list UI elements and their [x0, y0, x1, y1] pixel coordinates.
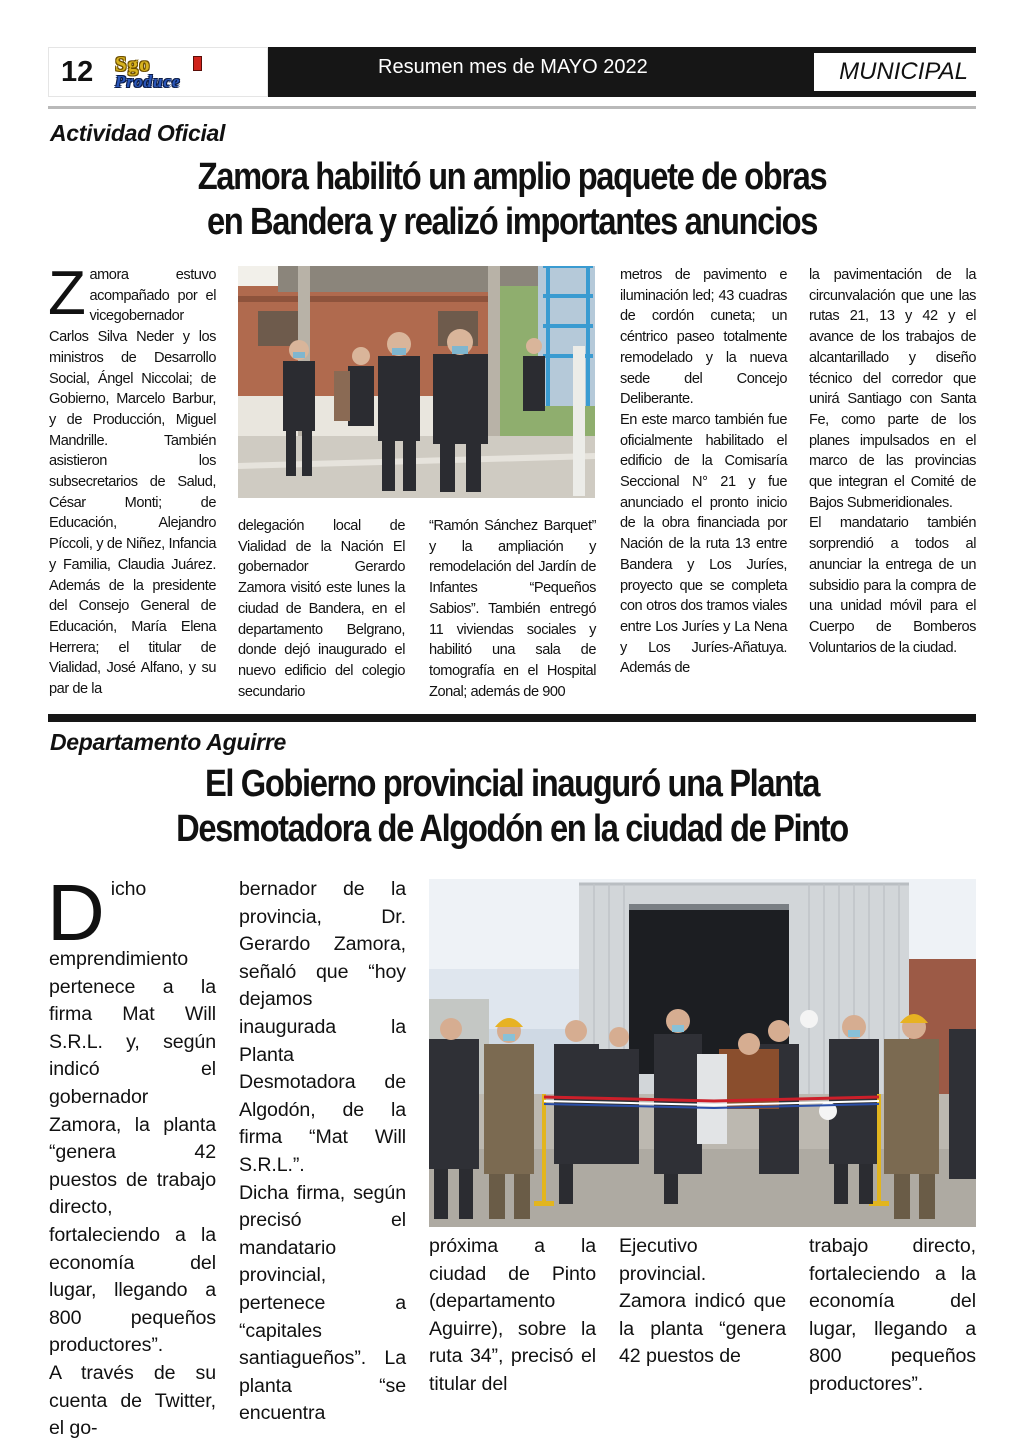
header-logo-box: [48, 47, 268, 97]
article2-photo-ribbon-cutting: [429, 879, 976, 1227]
article2-col1-text-a: icho emprendimiento pertenece a la firma Mat Will S.R.L. y, según indicó el gobernador Zamora, la planta “genera 42 puestos de trabajo directo, fortaleciendo a la economía del lugar, llegando a 800 pequeños productores”.: [49, 878, 216, 1357]
issue-title: Resumen mes de MAYO 2022: [378, 56, 648, 78]
article1-headline: [113, 155, 911, 245]
article1-col3: [429, 516, 596, 702]
article2-headline-line1: El Gobierno provincial inauguró una Planta: [204, 763, 820, 805]
article2-col5: [809, 1233, 976, 1399]
article2-col1-text-b: A través de su cuenta de Twitter, el go-: [49, 1361, 216, 1440]
article2-headline-line2: Desmotadora de Algodón en la ciudad de Pinto: [176, 808, 848, 850]
article2-col5-text: trabajo directo, fortaleciendo a la economía del lugar, llegando a 800 pequeños productores”.: [809, 1235, 976, 1395]
article2-col2: [239, 876, 406, 1428]
sgo-produce-logo: [113, 52, 261, 94]
article1-col4: [620, 265, 787, 679]
article1-headline-line1: Zamora habilitó un amplio paquete de obras: [197, 156, 827, 198]
article2-col4-text-b: Zamora indicó que la planta “genera 42 puestos de: [619, 1290, 786, 1368]
article1-col3-text: “Ramón Sánchez Barquet” y la ampliación y remodelación del Jardín de Infantes “Pequeños Sabios”. También entregó 11 viviendas sociales y habilitó una sala de tomografía en el Hospital Zonal; además de 900: [429, 518, 596, 700]
article2-col4: [619, 1233, 786, 1371]
article2-col4-text-a: Ejecutivo provincial.: [619, 1235, 707, 1285]
page-number: 12: [61, 56, 94, 88]
article1-col4-text-a: metros de pavimento e iluminación led; 43 cuadras de cordón cuneta; un céntrico paseo totalmente remodelado y la nueva sede del Concejo Deliberante.: [620, 267, 787, 408]
article2-col3-text: próxima a la ciudad de Pinto (departamento Aguirre), sobre la ruta 34”, precisó el titular del: [429, 1235, 596, 1395]
article1-headline-line2: en Bandera y realizó importantes anuncios: [206, 201, 818, 243]
article1-col5-text-b: El mandatario también sorprendió a todos al anunciar la entrega de un subsidio para la compra de una unidad móvil para el Cuerpo de Bomberos Voluntarios de la ciudad.: [809, 515, 976, 656]
article1-col5: [809, 265, 976, 658]
logo-bottom-text: Produce: [115, 72, 181, 91]
article1-col5-text-a: la pavimentación de la circunvalación que une las rutas 21, 13 y 42 y el avance de los trabajos de alcantarillado y diseño técnico del corredor que unirá Santiago con Santa Fe, como parte de los planes impulsados en el marco de las provincias que integran el Comité de Bajos Submeridionales.: [809, 267, 976, 511]
page-header: [48, 47, 976, 97]
article2-headline: [113, 762, 911, 852]
article1-col2-text: delegación local de Vialidad de la Nación El gobernador Gerardo Zamora visitó este lunes la ciudad de Bandera, en el departamento Belgrano, donde dejó inaugurado el nuevo edificio del colegio secundario: [238, 518, 405, 700]
ribbon-cutting-photo-illustration: [429, 879, 976, 1227]
section-label: MUNICIPAL: [814, 53, 976, 91]
article-divider: [48, 714, 976, 722]
article2-col3: [429, 1233, 596, 1399]
article1-drop-cap: Z: [48, 259, 86, 328]
article1-col4-text-b: En este marco también fue oficialmente habilitado el edificio de la Comisaría Seccional N° 21 y fue anunciado el pronto inicio de la obra financiada por Nación de la ruta 13 entre Bandera y Los Juríes, proyecto que se completa con otros dos tramos viales entre Los Juríes y La Nena y Los Juríes-Añatuya. Además de: [620, 411, 787, 677]
header-divider: [48, 106, 976, 109]
article2-col1: [47, 868, 216, 1443]
article2-col2-text-b: Dicha firma, según precisó el mandatario provincial, pertenece a “capitales santiagueños”. La planta “se encuentra: [239, 1181, 406, 1425]
article2-kicker: Departamento Aguirre: [50, 729, 286, 755]
logo-top-text: Sgo: [115, 52, 151, 76]
article1-col1-text: amora estuvo acompañado por el vicegobernador Carlos Silva Neder y los ministros de Desarrollo Social, Ángel Niccolai; de Gobierno, Marcelo Barbur, y de Producción, Miguel Mandrille. También asistieron los subsecretarios de Salud, César Monti; de Educación, Alejandro Píccoli, y de Niñez, Infancia y Familia, Claudia Juárez. Además de la presidente del Consejo General de Educación, María Elena Herrera; el titular de Vialidad, José Alfano, y su par de la: [49, 267, 216, 698]
article1-photo-officials-walking: [238, 266, 595, 498]
article1-col1: [48, 259, 216, 700]
logo-flag-icon: [193, 56, 202, 71]
article1-col2: [238, 516, 405, 702]
officials-photo-illustration: [238, 266, 595, 498]
header-bar: [268, 47, 976, 97]
article2-col2-text-a: bernador de la provincia, Dr. Gerardo Zamora, señaló que “hoy dejamos inaugurada la Planta Desmotadora de Algodón, de la firma “Mat Will S.R.L.”.: [239, 878, 406, 1176]
article2-drop-cap: D: [47, 868, 105, 957]
article1-kicker: Actividad Oficial: [50, 120, 226, 146]
